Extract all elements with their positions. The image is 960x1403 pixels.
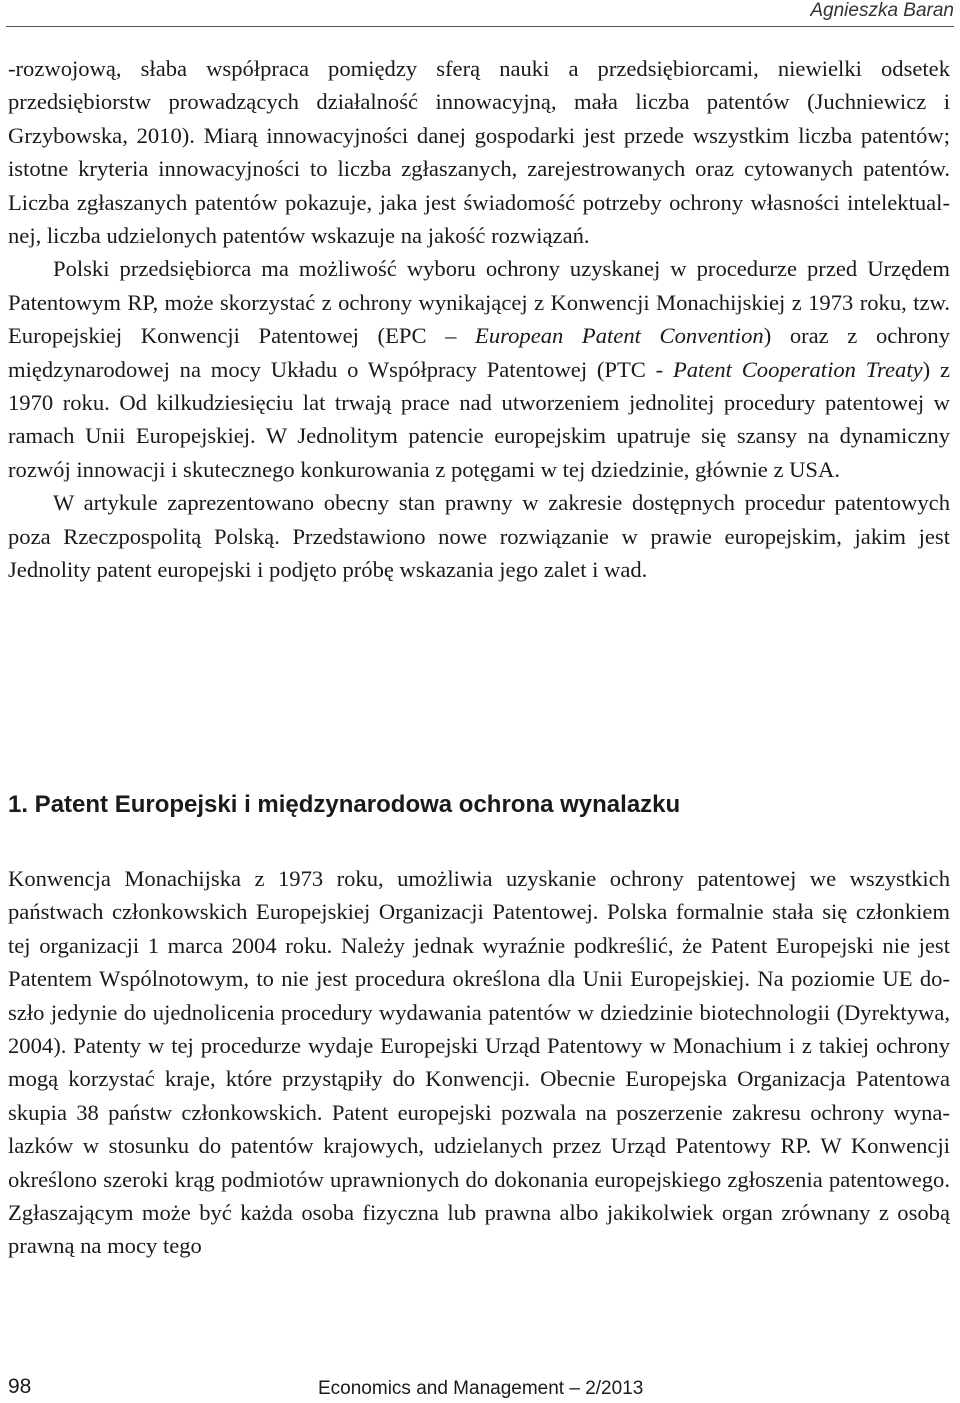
- header-rule: [6, 26, 954, 27]
- intro-paragraph-2-text-b: ) oraz z ochrony międzynarodowej na mocy Układu o Współpracy Patentowej (PTC -: [8, 323, 950, 382]
- intro-paragraph-2-text-a: Polski przedsiębiorca ma możliwość wyboru ochrony uzyskanej w procedurze przed Urzędem Patentowym RP, może skorzystać z ochrony wynikającej z Konwencji Monachijskiej z 1973 roku, tzw. Europejskiej Konwencji Patentowej (EPC –: [8, 256, 950, 349]
- pct-name: Patent Cooperation Treaty: [672, 356, 923, 382]
- intro-paragraph-3: W artykule zaprezentowano obecny stan prawny w zakresie dostępnych procedur patentowych poza Rzeczpospolitą Polską. Przedstawiono nowe rozwiązanie w prawie europejskim, jakim jest Jednolity patent europejski i podjęto próbę wskazania jego zalet i wad.: [8, 490, 950, 583]
- section-paragraph-1: Konwencja Monachijska z 1973 roku, umożliwia uzyskanie ochrony patentowej we wszystkich państwach członkowskich Europejskiej Organizacji Patentowej. Polska formalnie stała się członkiem tej organizacji 1 marca 2004 roku. Należy jednak wyraźnie podkreślić, że Patent Europejski nie jest Patentem Wspólnotowym, to nie jest procedura określona dla Unii Europejskiej. Na poziomie UE doszło jedynie do ujednolicenia procedury wydawania patentów w dziedzinie biotechnologii (Dyrektywa, 2004). Patenty w tej procedurze wydaje Europejski Urząd Patentowy w Monachium i z takiej ochrony mogą korzystać kraje, które przystąpiły do Konwencji. Obecnie Europejska Organizacja Patentowa skupia 38 państw członkowskich. Patent europejski pozwala na poszerzenie zakresu ochrony wynalazków w stosunku do patentów krajowych, udzielanych przez Urząd Patentowy RP. W Konwencji określono szeroki krąg podmiotów uprawnionych do dokonania europejskiego zgłoszenia patentowego. Zgłaszającym może być każda osoba fizyczna lub prawna albo jakikolwiek organ zrównany z osobą prawną na mocy tego: [8, 866, 950, 1259]
- page-number: 98: [8, 1375, 32, 1398]
- journal-footer: Economics and Management – 2/2013: [318, 1378, 644, 1399]
- intro-text: [8, 52, 950, 587]
- intro-paragraph-2: [8, 252, 950, 486]
- section-heading: 1. Patent Europejski i międzynarodowa ochrona wynalazku: [8, 791, 681, 818]
- intro-paragraph-2-text-c: ) z 1970 roku. Od kilkudziesięciu lat trwają prace nad utworzeniem jednolitej procedury patentowej w ramach Unii Europejskiej. W Jednolitym patencie europejskim upatruje się szansy na dynamiczny rozwój innowacji i skutecznego konkurowania z potęgami w tej dziedzinie, głównie z USA.: [8, 356, 951, 482]
- epc-name: European Patent Convention: [475, 323, 764, 349]
- running-head-author: Agnieszka Baran: [810, 0, 954, 21]
- intro-paragraph-1: -rozwojową, słaba współpraca pomiędzy sferą nauki a przedsiębiorcami, niewielki odsetek przedsiębiorstw prowadzących działalność innowacyjną, mała liczba patentów (Juchniewicz i Grzybowska, 2010). Miarą innowacyjności danej gospodarki jest przede wszystkim liczba patentów; istotne kryteria innowacyjności to liczba zgłaszanych, zarejestrowanych oraz cytowanych patentów. Liczba zgłaszanych patentów pokazuje, jaka jest świadomość potrzeby ochrony własności intelektualnej, liczba udzielonych patentów wskazuje na jakość rozwiązań.: [8, 56, 950, 249]
- section-text: [8, 862, 950, 1263]
